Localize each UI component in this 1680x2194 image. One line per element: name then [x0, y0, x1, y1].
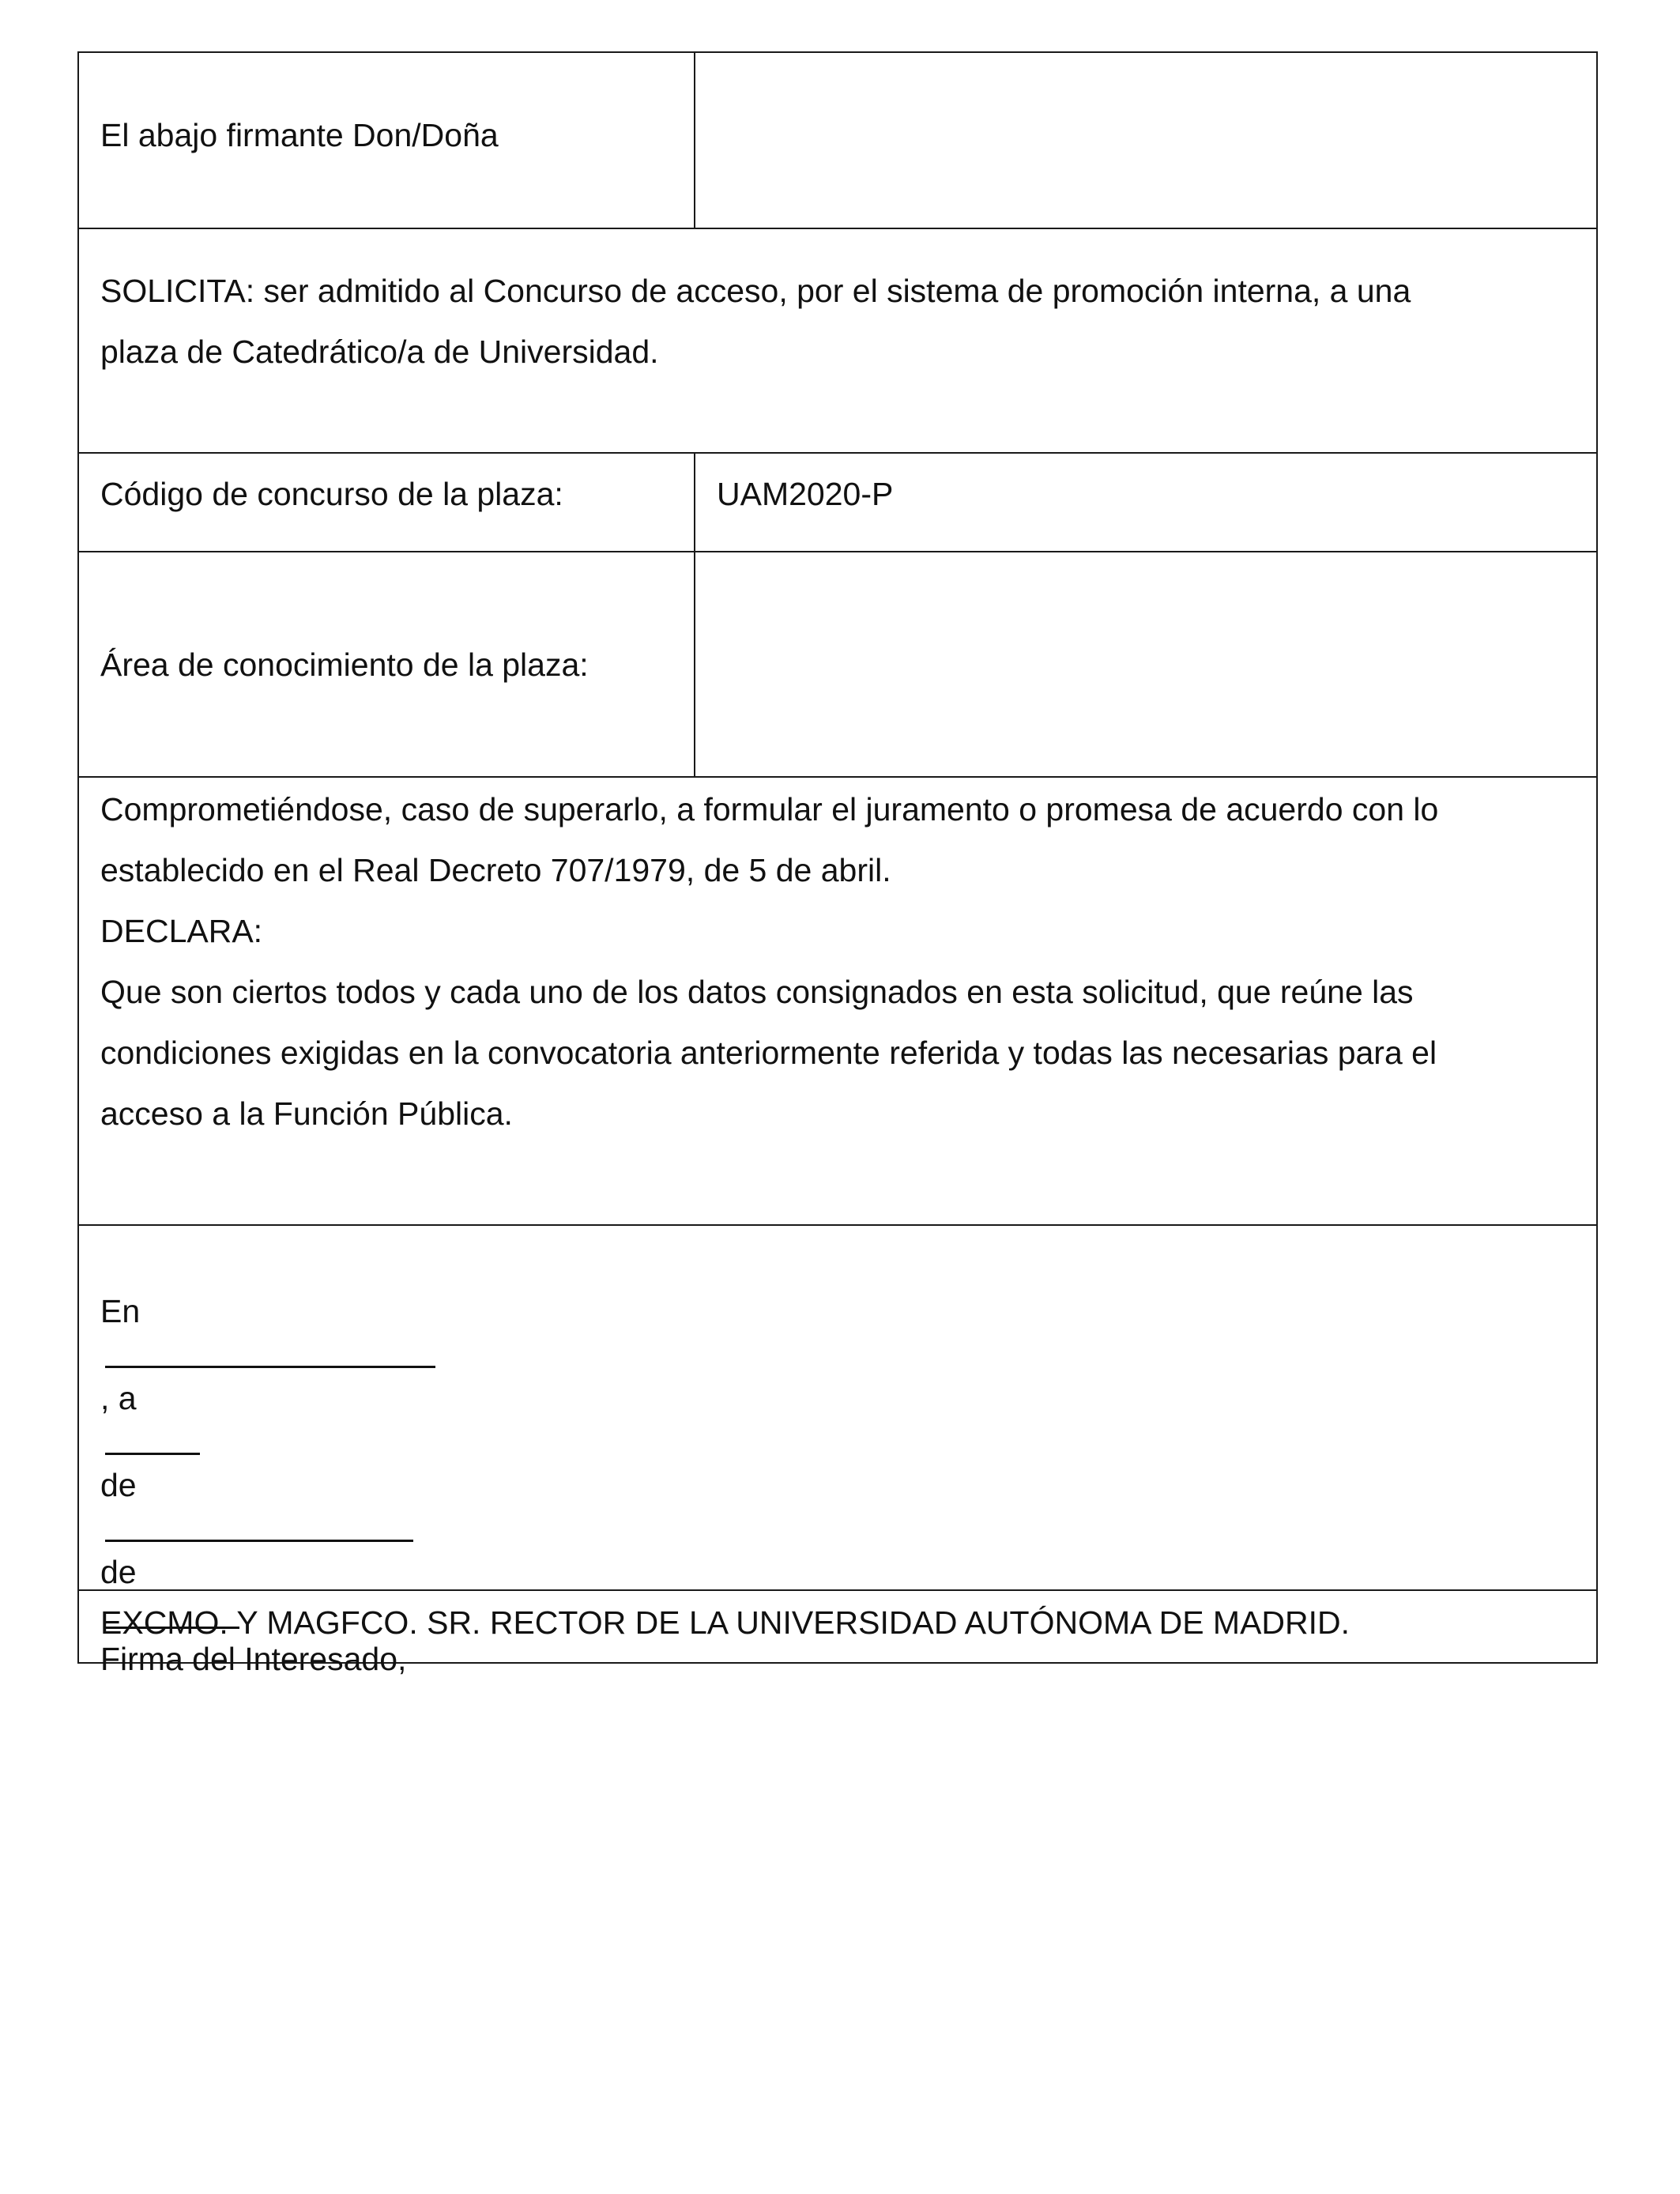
area-field[interactable]	[695, 552, 1596, 776]
de-word-1: de	[100, 1467, 137, 1503]
application-form	[77, 51, 1598, 1677]
signature-area[interactable]	[100, 1408, 1565, 1566]
comma-a: , a	[100, 1380, 137, 1416]
declaration-text	[100, 779, 1565, 1144]
addressee-row	[79, 1591, 1596, 1664]
declaration-line: acceso a la Función Pública.	[100, 1095, 513, 1132]
area-row	[79, 552, 1596, 778]
codigo-label: Código de concurso de la plaza:	[100, 476, 563, 512]
declaration-line: Que son ciertos todos y cada uno de los datos consignados en esta solicitud, que reúne las	[100, 974, 1414, 1010]
place-prefix: En	[100, 1293, 141, 1329]
declara-heading: DECLARA:	[100, 913, 263, 949]
codigo-label-cell	[79, 454, 695, 551]
signer-label-cell	[79, 53, 695, 228]
signer-row	[79, 53, 1596, 229]
codigo-field[interactable]	[695, 454, 1596, 551]
declaration-row	[79, 778, 1596, 1226]
declaration-line: condiciones exigidas en la convocatoria anteriormente referida y todas las necesarias para el	[100, 1035, 1437, 1071]
area-label: Área de conocimiento de la plaza:	[100, 647, 589, 683]
codigo-row	[79, 454, 1596, 552]
addressee: EXCMO. Y MAGFCO. SR. RECTOR DE LA UNIVERSIDAD AUTÓNOMA DE MADRID.	[100, 1604, 1350, 1641]
signer-label: El abajo firmante Don/Doña	[100, 117, 499, 153]
area-label-cell	[79, 552, 695, 776]
declaration-line: establecido en el Real Decreto 707/1979, de 5 de abril.	[100, 852, 891, 888]
place-blank[interactable]	[105, 1342, 435, 1368]
solicita-text	[100, 261, 1565, 383]
signer-name-field[interactable]	[695, 53, 1596, 228]
codigo-value: UAM2020-P	[717, 476, 894, 512]
solicita-line: plaza de Catedrático/a de Universidad.	[100, 334, 659, 370]
signature-label: Firma del Interesado,	[100, 1641, 407, 1677]
solicita-row	[79, 229, 1596, 454]
declaration-line: Comprometiéndose, caso de superarlo, a formular el juramento o promesa de acuerdo con lo	[100, 791, 1439, 827]
solicita-line: SOLICITA: ser admitido al Concurso de acceso, por el sistema de promoción interna, a una	[100, 273, 1411, 309]
de-word-2: de	[100, 1554, 137, 1590]
